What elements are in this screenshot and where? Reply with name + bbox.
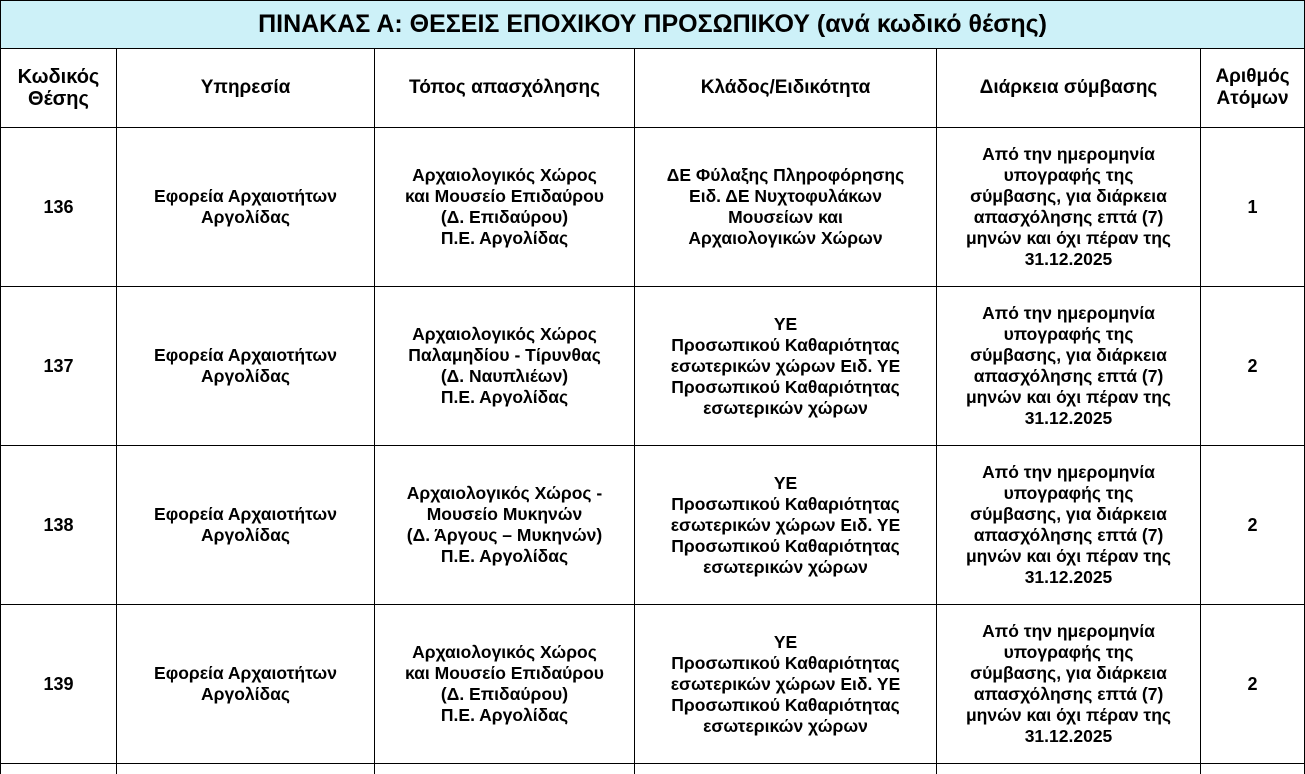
cell-specialty-line: εσωτερικών χώρων Ειδ. ΥΕ — [637, 674, 934, 695]
cell-duration-line: σύμβασης, για διάρκεια — [939, 345, 1198, 366]
cell-specialty-line: εσωτερικών χώρων — [637, 557, 934, 578]
header-duration: Διάρκεια σύμβασης — [937, 49, 1201, 128]
cell-specialty — [635, 605, 937, 764]
cell-duration-line: υπογραφής της — [939, 483, 1198, 504]
cell-specialty — [635, 446, 937, 605]
header-specialty: Κλάδος/Ειδικότητα — [635, 49, 937, 128]
cell-location — [375, 605, 635, 764]
cell-service-line: Αργολίδας — [119, 684, 372, 705]
cell-specialty-line: ΔΕ Φύλαξης Πληροφόρησης — [637, 165, 934, 186]
cell-specialty-line: ΥΕ — [637, 632, 934, 653]
cell-duration — [937, 446, 1201, 605]
cell-duration-line: απασχόλησης επτά (7) — [939, 525, 1198, 546]
cell-duration-line: Από την ημερομηνία — [939, 144, 1198, 165]
cell-duration-line: απασχόλησης επτά (7) — [939, 684, 1198, 705]
cell-duration-line: σύμβασης, για διάρκεια — [939, 663, 1198, 684]
cell-specialty-line: εσωτερικών χώρων — [637, 398, 934, 419]
cell-location — [375, 287, 635, 446]
header-count — [1201, 49, 1305, 128]
table-continuation — [1, 764, 1305, 774]
cell-specialty-line: Προσωπικού Καθαριότητας — [637, 494, 934, 515]
table-title: ΠΙΝΑΚΑΣ Α: ΘΕΣΕΙΣ ΕΠΟΧΙΚΟΥ ΠΡΟΣΩΠΙΚΟΥ (ανά κωδικό θέσης) — [1, 1, 1305, 49]
cell-specialty-line: Ειδ. ΔΕ Νυχτοφυλάκων — [637, 186, 934, 207]
cell-location-line: Αρχαιολογικός Χώρος — [377, 324, 632, 345]
header-row — [1, 49, 1305, 128]
cell-duration-line: Από την ημερομηνία — [939, 621, 1198, 642]
cell-location-line: (Δ. Άργους – Μυκηνών) — [377, 525, 632, 546]
cell-duration-line: υπογραφής της — [939, 165, 1198, 186]
cell-specialty-line: Προσωπικού Καθαριότητας — [637, 377, 934, 398]
cell-location-line: Παλαμηδίου - Τίρυνθας — [377, 345, 632, 366]
cell-duration — [937, 605, 1201, 764]
table-row — [1, 605, 1305, 764]
cell-duration-line: μηνών και όχι πέραν της — [939, 546, 1198, 567]
cell-service-line: Εφορεία Αρχαιοτήτων — [119, 345, 372, 366]
cell-specialty-line: Προσωπικού Καθαριότητας — [637, 335, 934, 356]
cell-specialty-line: Προσωπικού Καθαριότητας — [637, 536, 934, 557]
cell-duration-line: 31.12.2025 — [939, 726, 1198, 747]
cell-location-line: και Μουσείο Επιδαύρου — [377, 663, 632, 684]
cell-service — [117, 605, 375, 764]
cell-duration-line: μηνών και όχι πέραν της — [939, 228, 1198, 249]
cell-duration-line: απασχόλησης επτά (7) — [939, 207, 1198, 228]
cell-location-line: Αρχαιολογικός Χώρος — [377, 642, 632, 663]
table-row — [1, 446, 1305, 605]
cell-duration-line: σύμβασης, για διάρκεια — [939, 186, 1198, 207]
table-row — [1, 128, 1305, 287]
cell-code: 138 — [1, 446, 117, 605]
cell-specialty-line: Μουσείων και — [637, 207, 934, 228]
cell-specialty-line: εσωτερικών χώρων Ειδ. ΥΕ — [637, 515, 934, 536]
cell-location-line: (Δ. Επιδαύρου) — [377, 684, 632, 705]
cell-specialty-line: Προσωπικού Καθαριότητας — [637, 653, 934, 674]
cell-code: 137 — [1, 287, 117, 446]
cell-specialty-line: εσωτερικών χώρων — [637, 716, 934, 737]
cell-service — [117, 446, 375, 605]
cell-service — [117, 128, 375, 287]
cell-location-line: (Δ. Ναυπλιέων) — [377, 366, 632, 387]
cell-location-line: Π.Ε. Αργολίδας — [377, 228, 632, 249]
header-count-line: Αριθμός — [1203, 66, 1302, 88]
cell-code: 136 — [1, 128, 117, 287]
cell-duration — [937, 128, 1201, 287]
cell-count: 2 — [1201, 605, 1305, 764]
cell-specialty-line: Προσωπικού Καθαριότητας — [637, 695, 934, 716]
header-code-line: Κωδικός — [3, 66, 114, 88]
cell-location-line: Π.Ε. Αργολίδας — [377, 546, 632, 567]
cell-service-line: Εφορεία Αρχαιοτήτων — [119, 663, 372, 684]
cell-service-line: Αργολίδας — [119, 207, 372, 228]
cell-location-line: Μουσείο Μυκηνών — [377, 504, 632, 525]
cell-duration-line: Από την ημερομηνία — [939, 462, 1198, 483]
cell-code: 139 — [1, 605, 117, 764]
header-service: Υπηρεσία — [117, 49, 375, 128]
cell-location-line: Αρχαιολογικός Χώρος — [377, 165, 632, 186]
header-code — [1, 49, 117, 128]
cell-count: 2 — [1201, 287, 1305, 446]
cell-specialty-line: ΥΕ — [637, 473, 934, 494]
cell-duration-line: απασχόλησης επτά (7) — [939, 366, 1198, 387]
cell-location-line: και Μουσείο Επιδαύρου — [377, 186, 632, 207]
cell-duration-line: 31.12.2025 — [939, 249, 1198, 270]
table-row — [1, 287, 1305, 446]
cell-service — [117, 287, 375, 446]
cell-duration-line: υπογραφής της — [939, 642, 1198, 663]
cell-count: 1 — [1201, 128, 1305, 287]
cell-service-line: Εφορεία Αρχαιοτήτων — [119, 504, 372, 525]
cell-location — [375, 446, 635, 605]
cell-specialty — [635, 287, 937, 446]
cell-specialty — [635, 128, 937, 287]
cell-location-line: Π.Ε. Αργολίδας — [377, 705, 632, 726]
cell-duration-line: σύμβασης, για διάρκεια — [939, 504, 1198, 525]
cell-duration — [937, 287, 1201, 446]
cell-service-line: Αργολίδας — [119, 366, 372, 387]
cell-duration-line: 31.12.2025 — [939, 408, 1198, 429]
cell-duration-line: 31.12.2025 — [939, 567, 1198, 588]
cell-duration-line: υπογραφής της — [939, 324, 1198, 345]
header-location: Τόπος απασχόλησης — [375, 49, 635, 128]
cell-location-line: Π.Ε. Αργολίδας — [377, 387, 632, 408]
cell-location-line: (Δ. Επιδαύρου) — [377, 207, 632, 228]
cell-location — [375, 128, 635, 287]
header-count-line: Ατόμων — [1203, 88, 1302, 110]
cell-location-line: Αρχαιολογικός Χώρος - — [377, 483, 632, 504]
header-code-line: Θέσης — [3, 88, 114, 110]
cell-specialty-line: εσωτερικών χώρων Ειδ. ΥΕ — [637, 356, 934, 377]
cell-count: 2 — [1201, 446, 1305, 605]
cell-specialty-line: ΥΕ — [637, 314, 934, 335]
cell-duration-line: μηνών και όχι πέραν της — [939, 387, 1198, 408]
cell-duration-line: Από την ημερομηνία — [939, 303, 1198, 324]
cell-service-line: Αργολίδας — [119, 525, 372, 546]
cell-duration-line: μηνών και όχι πέραν της — [939, 705, 1198, 726]
cell-service-line: Εφορεία Αρχαιοτήτων — [119, 186, 372, 207]
cell-specialty-line: Αρχαιολογικών Χώρων — [637, 228, 934, 249]
